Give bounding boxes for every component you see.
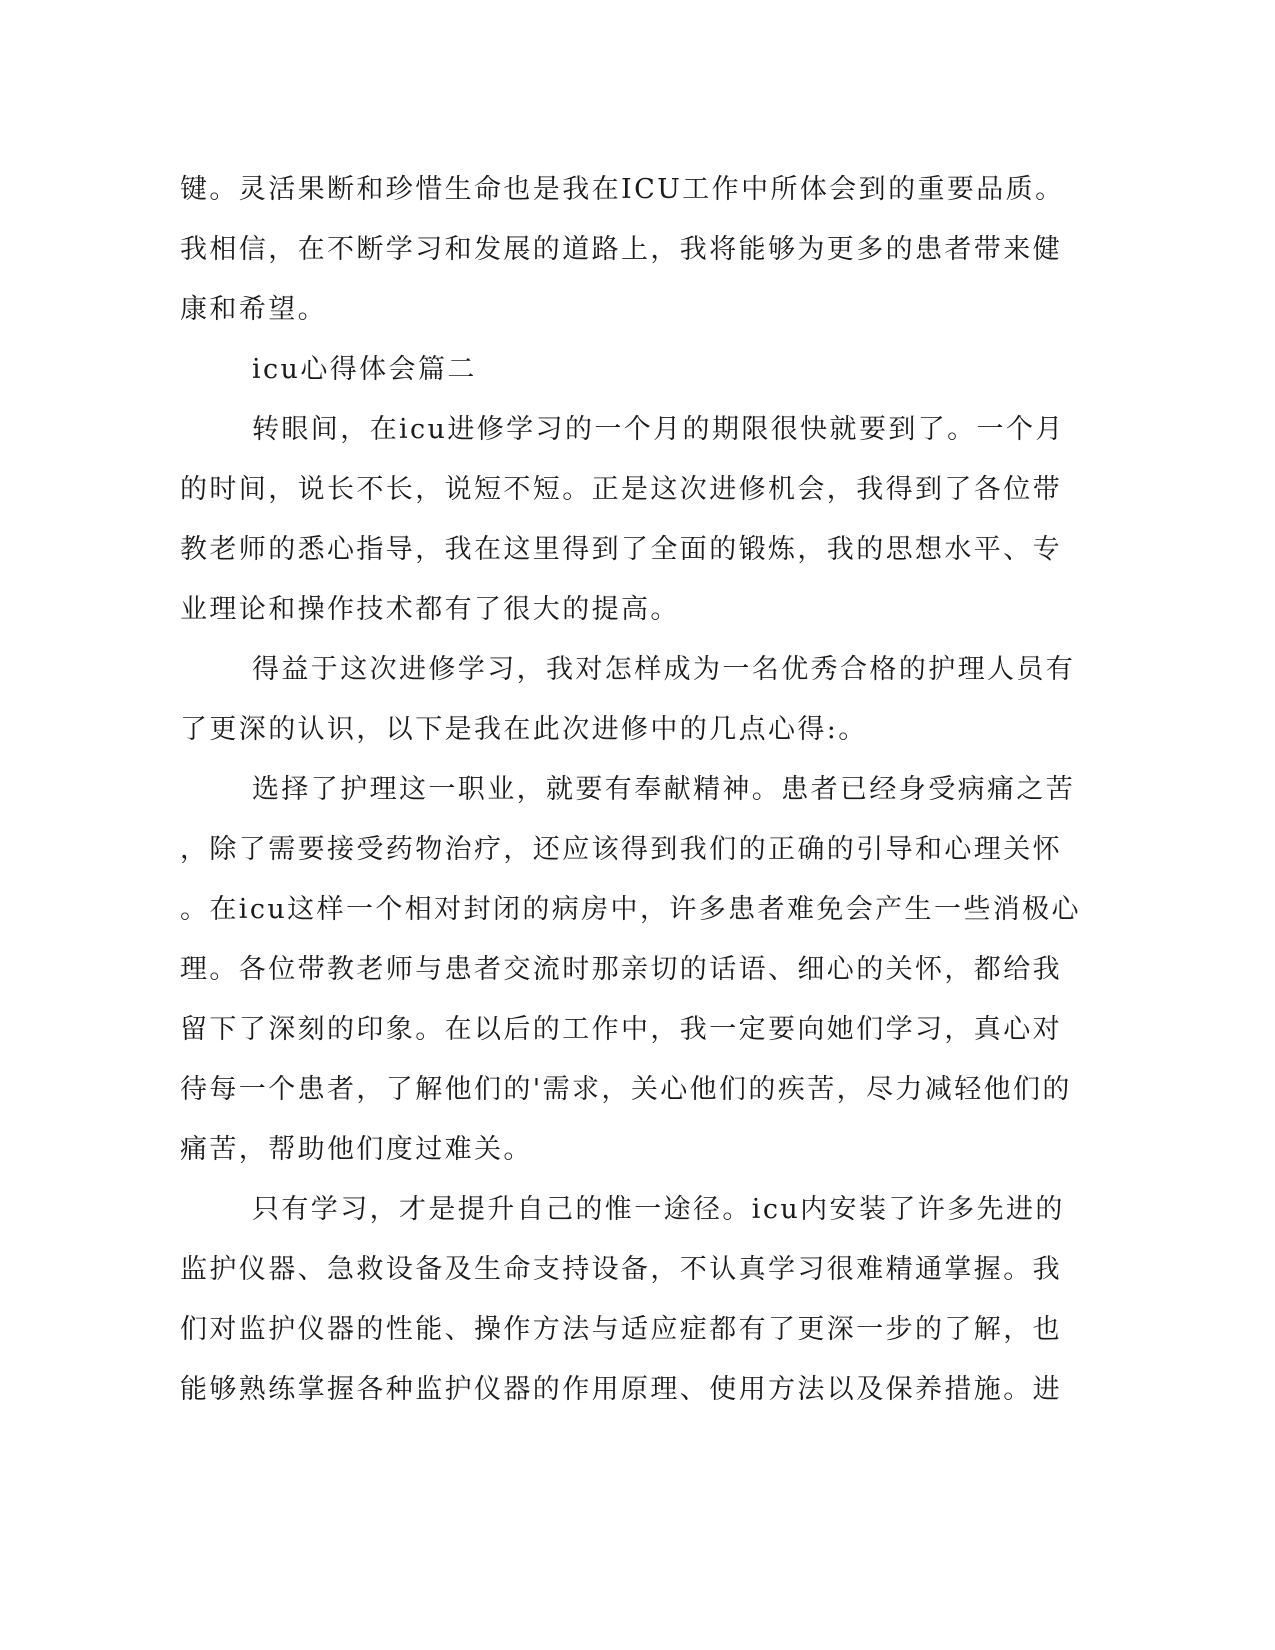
text-line: 理。各位带教老师与患者交流时那亲切的话语、细心的关怀，都给我 <box>180 954 1062 985</box>
text-line: 业理论和操作技术都有了很大的提高。 <box>180 594 680 625</box>
text-line: 能够熟练掌握各种监护仪器的作用原理、使用方法以及保养措施。进 <box>180 1374 1062 1405</box>
text-line: 了更深的认识，以下是我在此次进修中的几点心得:。 <box>180 714 868 745</box>
text-line: 康和希望。 <box>180 294 327 325</box>
text-line: 我相信，在不断学习和发展的道路上，我将能够为更多的患者带来健 <box>180 234 1062 265</box>
text-line: 痛苦，帮助他们度过难关。 <box>180 1134 533 1165</box>
section-heading: icu心得体会篇二 <box>252 354 477 385</box>
text-line: 。在icu这样一个相对封闭的病房中，许多患者难免会产生一些消极心 <box>180 894 1081 925</box>
text-line: 转眼间，在icu进修学习的一个月的期限很快就要到了。一个月 <box>252 414 1065 445</box>
text-line: 只有学习，才是提升自己的惟一途径。icu内安装了许多先进的 <box>252 1194 1065 1225</box>
text-line: 得益于这次进修学习，我对怎样成为一名优秀合格的护理人员有 <box>252 654 1076 685</box>
text-line: 监护仪器、急救设备及生命支持设备，不认真学习很难精通掌握。我 <box>180 1254 1062 1285</box>
document-body <box>180 160 1081 1420</box>
text-line: 教老师的悉心指导，我在这里得到了全面的锻炼，我的思想水平、专 <box>180 534 1062 565</box>
text-line: 的时间，说长不长，说短不短。正是这次进修机会，我得到了各位带 <box>180 474 1062 505</box>
text-line: ，除了需要接受药物治疗，还应该得到我们的正确的引导和心理关怀 <box>180 834 1062 865</box>
text-line: 留下了深刻的印象。在以后的工作中，我一定要向她们学习，真心对 <box>180 1014 1062 1045</box>
text-line: 键。灵活果断和珍惜生命也是我在ICU工作中所体会到的重要品质。 <box>180 174 1065 205</box>
text-line: 选择了护理这一职业，就要有奉献精神。患者已经身受病痛之苦 <box>252 774 1076 805</box>
text-line: 待每一个患者，了解他们的'需求，关心他们的疾苦，尽力减轻他们的 <box>180 1074 1072 1105</box>
text-line: 们对监护仪器的性能、操作方法与适应症都有了更深一步的了解，也 <box>180 1314 1062 1345</box>
